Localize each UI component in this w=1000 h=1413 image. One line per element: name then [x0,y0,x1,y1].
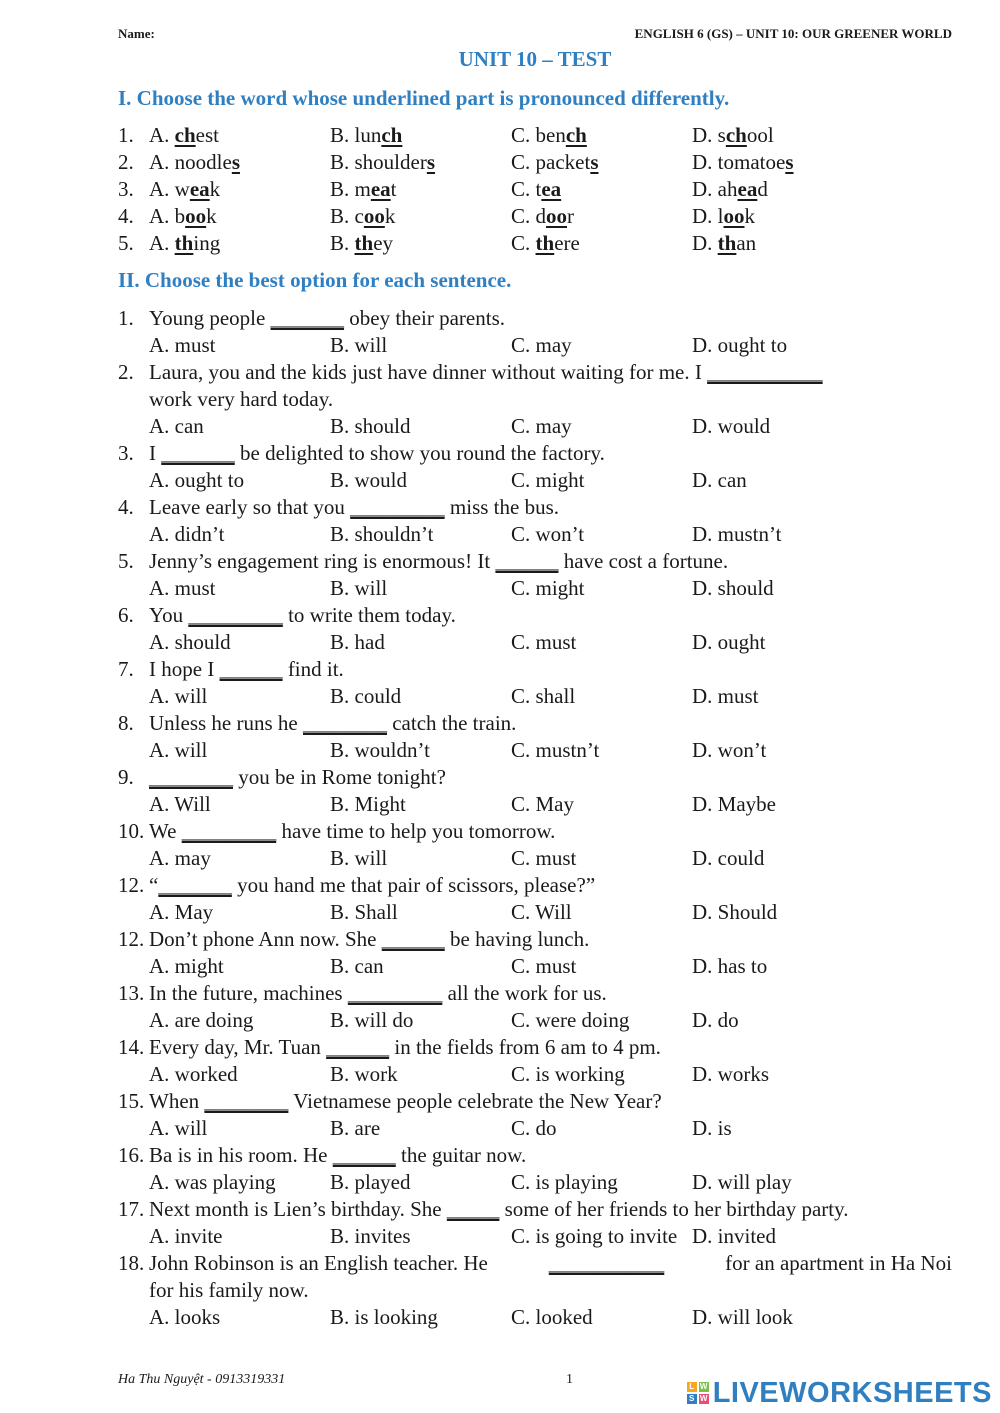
word-option [330,203,395,230]
answer-option: B. will [330,576,388,600]
question-row [118,1250,952,1277]
answer-option: B. shouldn’t [330,522,434,546]
options-row [118,737,952,764]
options-row [118,683,952,710]
answer-option: A. must [149,333,216,357]
answer-option: C. may [511,333,572,357]
stem-text: be having lunch. [444,927,590,951]
item-number: 4. [118,204,134,228]
logo-tile: W [699,1382,708,1391]
answer-option: C. looked [511,1305,593,1329]
pronunciation-item [118,122,952,149]
word-part: ool [746,123,774,147]
answer-option: D. will look [692,1305,793,1329]
answer-option: C. must [511,630,577,654]
underlined-sound: ch [565,123,587,147]
question-stem [149,602,456,629]
options-row [118,1223,952,1250]
answer-option: A. Will [149,792,211,816]
answer-option: B. are [330,1116,381,1140]
answer-blank: ________ [302,711,387,735]
underlined-sound: ch [725,123,747,147]
answer-option: C. might [511,576,585,600]
underlined-sound: oo [723,204,745,228]
question-number: 13. [118,981,145,1005]
answer-blank: _________ [347,981,443,1005]
stem-text: in the fields from 6 am to 4 pm. [389,1035,661,1059]
underlined-sound: s [426,150,436,174]
answer-option: D. is [692,1116,732,1140]
word-option [330,122,402,149]
word-part: k [206,204,217,228]
name-label: Name: [118,26,155,41]
answer-option: C. might [511,468,585,492]
stem-text: you hand me that pair of scissors, please?” [231,873,596,897]
question-stem [149,656,344,683]
answer-option: C. May [511,792,574,816]
logo-grid-icon [687,1382,709,1404]
answer-blank: _______ [270,306,345,330]
word-option [692,149,794,176]
word-part: D. [692,231,718,255]
question-row [118,440,952,467]
answer-blank: ___________ [707,360,823,384]
word-part: k [744,204,755,228]
question-row [118,710,952,737]
stem-text: for his family now. [149,1278,309,1302]
stem-text: Young people [149,306,271,330]
answer-option: D. must [692,684,759,708]
answer-option: C. must [511,846,577,870]
word-part: C. packet [511,150,591,174]
word-option [330,176,397,203]
stem-text: Laura, you and the kids just have dinner without waiting for me. I [149,360,708,384]
question-number: 16. [118,1143,145,1167]
options-row [118,953,952,980]
item-number: 3. [118,177,134,201]
word-part: an [736,231,757,255]
question-row [118,305,952,332]
answer-option: D. should [692,576,774,600]
stem-text: have cost a fortune. [558,549,729,573]
options-row [118,413,952,440]
answer-option: D. will play [692,1170,792,1194]
underlined-sound: oo [546,204,568,228]
question-row [118,926,952,953]
word-part: C. t [511,177,542,201]
stem-text: some of her friends to her birthday party. [499,1197,849,1221]
word-part: A. b [149,204,186,228]
question-number: 12. [118,873,145,897]
underlined-sound: s [231,150,241,174]
stem-text: Don’t phone Ann now. She [149,927,382,951]
question-stem [149,359,823,386]
underlined-sound: ea [370,177,391,201]
question-stem [149,440,605,467]
stem-text: miss the bus. [444,495,560,519]
underlined-sound: th [535,231,555,255]
question-stem [149,548,728,575]
word-part: ey [373,231,394,255]
answer-option: A. must [149,576,216,600]
answer-blank: ________ [149,765,233,789]
answer-option: C. shall [511,684,576,708]
question-stem [149,710,516,737]
answer-option: D. mustn’t [692,522,782,546]
word-option [149,149,240,176]
word-option [692,176,768,203]
options-row [118,1169,952,1196]
pronunciation-item [118,176,952,203]
question-stem [149,818,555,845]
word-option [149,176,220,203]
word-option [692,122,774,149]
answer-option: B. should [330,414,411,438]
answer-option: C. do [511,1116,557,1140]
options-row [118,1115,952,1142]
question-list [118,305,952,1331]
answer-option: C. is playing [511,1170,618,1194]
answer-option: D. can [692,468,747,492]
question-number: 7. [118,657,134,681]
word-part: C. [511,231,536,255]
answer-option: D. Should [692,900,778,924]
stem-text: have time to help you tomorrow. [276,819,556,843]
options-row [118,467,952,494]
answer-option: D. could [692,846,765,870]
underlined-sound: ea [541,177,562,201]
answer-option: D. ought to [692,333,788,357]
page-number: 1 [566,1372,573,1387]
stem-text: you be in Rome tonight? [233,765,446,789]
answer-option: D. Maybe [692,792,776,816]
answer-option: A. can [149,414,204,438]
answer-blank: _________ [181,819,277,843]
stem-text: the guitar now. [395,1143,527,1167]
question-stem [149,1142,526,1169]
question-stem [149,764,446,791]
answer-option: C. is working [511,1062,625,1086]
stem-text: to write them today. [282,603,456,627]
question-continuation [118,1277,952,1304]
item-number: 5. [118,231,134,255]
question-number: 12. [118,927,145,951]
answer-option: B. invites [330,1224,411,1248]
underlined-sound: ea [189,177,210,201]
answer-option: A. ought to [149,468,245,492]
question-number: 1. [118,306,134,330]
options-row [118,332,952,359]
word-part: A. [149,123,175,147]
answer-option: A. worked [149,1062,238,1086]
answer-option: A. invite [149,1224,223,1248]
answer-option: A. will [149,684,208,708]
stem-text: Vietnamese people celebrate the New Year? [288,1089,662,1113]
word-option [511,122,587,149]
question-number: 10. [118,819,145,843]
word-option [511,149,599,176]
underlined-sound: ch [381,123,403,147]
word-part: k [384,204,396,228]
answer-option: B. would [330,468,408,492]
question-row [118,1142,952,1169]
liveworksheets-logo [687,1378,992,1408]
question-stem [149,1250,952,1277]
question-number: 3. [118,441,134,465]
stem-text: Next month is Lien’s birthday. She [149,1197,447,1221]
underlined-sound: th [717,231,737,255]
answer-option: B. can [330,954,384,978]
question-number: 15. [118,1089,145,1113]
logo-tile: S [687,1394,697,1404]
question-row [118,980,952,1007]
stem-text: Ba is in his room. He [149,1143,333,1167]
answer-option: D. works [692,1062,769,1086]
question-number: 6. [118,603,134,627]
question-row [118,548,952,575]
stem-text: find it. [282,657,344,681]
answer-blank: _____ [446,1197,500,1221]
answer-option: D. invited [692,1224,776,1248]
answer-option: B. wouldn’t [330,738,430,762]
word-part: est [195,123,219,147]
answer-blank: _______ [158,873,232,897]
question-row [118,602,952,629]
word-part: B. [330,231,355,255]
word-option [149,122,219,149]
answer-option: D. would [692,414,771,438]
answer-option: A. will [149,738,208,762]
answer-blank: ______ [332,1143,396,1167]
question-number: 14. [118,1035,145,1059]
word-part: B. m [330,177,371,201]
question-row [118,359,952,386]
word-part: A. noodle [149,150,232,174]
pronunciation-item [118,203,952,230]
answer-blank: ______ [326,1035,390,1059]
brand-name: LIVEWORKSHEETS [712,1377,992,1409]
question-number: 9. [118,765,134,789]
answer-option: D. do [692,1008,739,1032]
answer-option: B. will do [330,1008,414,1032]
question-number: 5. [118,549,134,573]
stem-text: When [149,1089,205,1113]
answer-option: C. may [511,414,572,438]
stem-text: for an apartment in Ha Noi [719,1251,952,1275]
author-footer: Ha Thu Nguyệt - 0913319331 [118,1372,286,1387]
stem-text: Unless he runs he [149,711,303,735]
answer-option: A. was playing [149,1170,276,1194]
course-header: ENGLISH 6 (GS) – UNIT 10: OUR GREENER WORLD [634,26,952,41]
underlined-sound: s [785,150,794,174]
word-option [692,203,755,230]
pronunciation-item [118,149,952,176]
answer-option: C. won’t [511,522,585,546]
answer-blank: ________ [204,1089,289,1113]
question-stem [149,926,589,953]
question-continuation [118,386,952,413]
page-title: UNIT 10 – TEST [458,47,612,71]
answer-blank: _________ [350,495,445,519]
word-part: D. l [692,204,724,228]
question-stem [149,494,559,521]
answer-option: A. might [149,954,224,978]
word-part: A. w [149,177,190,201]
stem-text: Jenny’s engagement ring is enormous! It [149,549,496,573]
answer-blank: ______ [381,927,445,951]
question-number: 18. [118,1251,145,1275]
word-option [149,203,217,230]
word-part: B. shoulder [330,150,427,174]
answer-option: B. will [330,333,388,357]
underlined-sound: th [354,231,374,255]
answer-option: C. were doing [511,1008,630,1032]
answer-blank: ______ [495,549,559,573]
answer-option: B. had [330,630,385,654]
underlined-sound: s [590,150,599,174]
word-part: ere [554,231,580,255]
answer-option: A. will [149,1116,208,1140]
question-stem [149,1034,661,1061]
question-row [118,494,952,521]
options-row [118,1061,952,1088]
question-row [118,1088,952,1115]
answer-option: C. mustn’t [511,738,600,762]
word-part: C. d [511,204,547,228]
answer-option: A. looks [149,1305,221,1329]
pronunciation-list [118,122,952,257]
question-row [118,818,952,845]
answer-blank: ______ [219,657,283,681]
section-1-heading: I. Choose the word whose underlined part is pronounced differently. [118,86,730,110]
stem-text: obey their parents. [344,306,505,330]
pronunciation-item [118,230,952,257]
question-number: 17. [118,1197,145,1221]
question-stem [149,1196,848,1223]
item-number: 1. [118,123,134,147]
word-part: k [209,177,221,201]
word-part: B. lun [330,123,382,147]
stem-text: You [149,603,189,627]
answer-option: B. will [330,846,388,870]
question-stem [149,872,595,899]
answer-blank: ___________ [548,1251,665,1275]
word-part: t [390,177,397,201]
word-part: d [757,177,768,201]
word-part: D. ah [692,177,738,201]
stem-text: all the work for us. [442,981,607,1005]
options-row [118,575,952,602]
answer-option: B. played [330,1170,411,1194]
options-row [118,845,952,872]
answer-option: B. Might [330,792,406,816]
section-2-heading: II. Choose the best option for each sentence. [118,268,512,292]
answer-option: C. is going to invite [511,1224,678,1248]
options-row [118,899,952,926]
answer-option: A. may [149,846,211,870]
stem-text: catch the train. [386,711,517,735]
underlined-sound: ch [174,123,196,147]
item-number: 2. [118,150,134,174]
answer-option: D. won’t [692,738,767,762]
stem-text: I [149,441,162,465]
logo-tile: L [687,1382,697,1392]
underlined-sound: oo [185,204,207,228]
answer-blank: _______ [161,441,235,465]
answer-blank: _________ [188,603,283,627]
word-option [511,203,574,230]
stem-text: Leave early so that you [149,495,351,519]
question-row [118,764,952,791]
word-option [330,149,435,176]
answer-option: C. must [511,954,577,978]
options-row [118,791,952,818]
underlined-sound: ea [737,177,758,201]
word-part: B. c [330,204,364,228]
question-number: 8. [118,711,134,735]
options-row [118,1007,952,1034]
answer-option: B. is looking [330,1305,438,1329]
word-part: C. ben [511,123,566,147]
word-option [511,176,561,203]
question-stem [149,1088,662,1115]
question-row [118,1196,952,1223]
answer-option: D. ought [692,630,766,654]
options-row [118,521,952,548]
answer-option: A. didn’t [149,522,225,546]
underlined-sound: oo [363,204,385,228]
answer-option: A. should [149,630,231,654]
word-option [149,230,220,257]
options-row [118,1304,952,1331]
stem-text: be delighted to show you round the factory. [234,441,605,465]
stem-text: In the future, machines [149,981,348,1005]
question-stem [149,305,505,332]
options-row [118,629,952,656]
answer-option: B. work [330,1062,398,1086]
stem-text: I hope I [149,657,220,681]
word-option [330,230,393,257]
word-part: ing [193,231,221,255]
stem-text: work very hard today. [149,387,334,411]
word-part: D. s [692,123,726,147]
stem-text: “ [149,873,159,897]
question-row [118,656,952,683]
question-row [118,872,952,899]
word-option [692,230,756,257]
answer-option: B. could [330,684,402,708]
answer-option: A. May [149,900,214,924]
question-number: 2. [118,360,134,384]
word-part: D. tomatoe [692,150,786,174]
answer-option: C. Will [511,900,572,924]
question-stem [149,980,607,1007]
answer-option: B. Shall [330,900,398,924]
question-row [118,1034,952,1061]
stem-text: We [149,819,182,843]
word-option [511,230,580,257]
answer-option: D. has to [692,954,768,978]
stem-text: John Robinson is an English teacher. He [149,1251,494,1275]
word-part: r [567,204,575,228]
question-number: 4. [118,495,134,519]
answer-option: A. are doing [149,1008,254,1032]
stem-text: Every day, Mr. Tuan [149,1035,327,1059]
logo-tile: W [699,1394,708,1403]
word-part: A. [149,231,175,255]
underlined-sound: th [174,231,194,255]
